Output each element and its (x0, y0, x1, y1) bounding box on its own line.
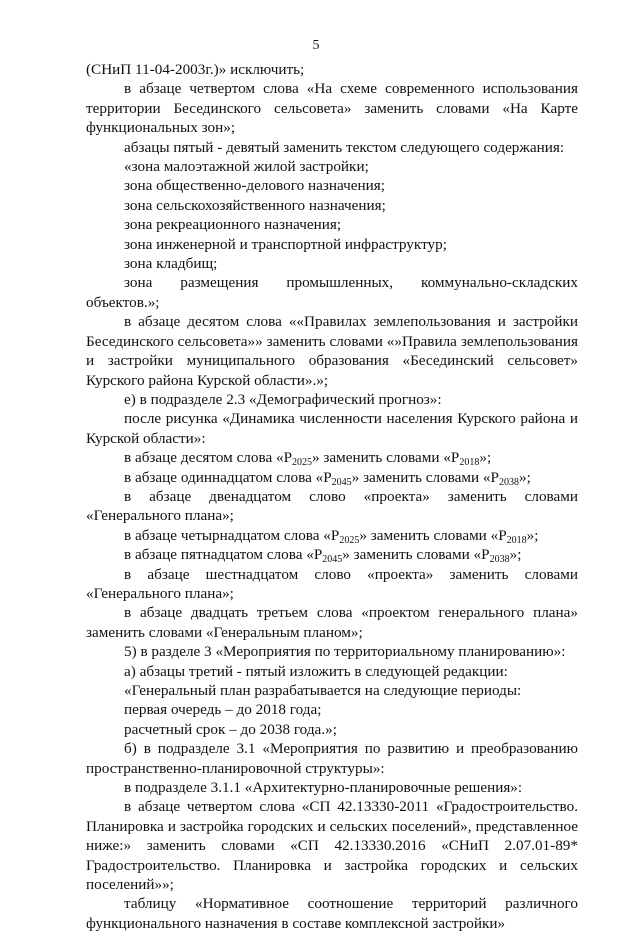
paragraph: в абзаце пятнадцатом слова «$P_{2045}$» заменить словами «$P_{2038}$»; (124, 546, 522, 566)
paragraph: в абзаце четырнадцатом слова «$P_{2025}$» заменить словами «$P_{2018}$»; (124, 526, 539, 546)
paragraph: в абзаце одиннадцатом слова «$P_{2045}$» заменить словами «$P_{2038}$»; (124, 468, 531, 488)
paragraph: зона размещения промышленных, коммунально-складских объектов.»; (86, 274, 578, 311)
paragraph: а) абзацы третий - пятый изложить в следующей редакции: (124, 662, 508, 680)
paragraph: (СНиП 11-04-2003г.)» исключить; (86, 61, 305, 78)
paragraph: в абзаце десятом слова ««Правилах землепользования и застройки Бесединского сельсовета»» заменить словами «»Правила землепользования и застройки муниципального образования «Бесединский сельсовет» Курского района Курской области».»; (86, 313, 578, 389)
paragraph: в абзаце четвертом слова «СП 42.13330-2011 «Градостроительство. Планировка и застройка городских и сельских поселений», представленное ниже:» заменить словами «СП 42.13330.2016 «СНиП 2.07.01-89* Градостроительство. Планировка и застройка городских и сельских поселений»»; (86, 798, 578, 894)
paragraph: зона общественно-делового назначения; (124, 177, 385, 195)
paragraph: «зона малоэтажной жилой застройки; (124, 158, 369, 176)
page-number: 5 (312, 38, 320, 53)
paragraph: б) в подразделе 3.1 «Мероприятия по развитию и преобразованию пространственно-планировочной структуры»: (86, 740, 578, 777)
paragraph: зона сельскохозяйственного назначения; (124, 196, 386, 214)
paragraph: зона кладбищ; (124, 255, 218, 273)
paragraph: в абзаце десятом слова «$P_{2025}$» заменить словами «$P_{2018}$»; (124, 449, 492, 469)
paragraph: е) в подразделе 2.3 «Демографический прогноз»: (124, 390, 442, 408)
paragraph: в абзаце двенадцатом слово «проекта» заменить словами «Генерального плана»; (86, 487, 578, 525)
paragraph: в абзаце двадцать третьем слова «проектом генерального плана» заменить словами «Генеральным планом»; (86, 604, 578, 641)
paragraph: абзацы пятый - девятый заменить текстом следующего содержания: (124, 138, 565, 156)
paragraph: в подразделе 3.1.1 «Архитектурно-планировочные решения»: (124, 779, 523, 797)
paragraph: зона инженерной и транспортной инфраструктур; (124, 235, 447, 253)
paragraph: зона рекреационного назначения; (124, 216, 342, 234)
paragraph: «Генеральный план разрабатывается на следующие периоды: (124, 682, 522, 699)
paragraph: после рисунка «Динамика численности населения Курского района и Курской области»: (86, 410, 578, 447)
paragraph: расчетный срок – до 2038 года.»; (124, 720, 337, 738)
document-body (86, 60, 578, 933)
paragraph: таблицу «Нормативное соотношение территорий различного функционального назначения в составе комплексной застройки» (86, 895, 578, 932)
paragraph: 5) в разделе 3 «Мероприятия по территориальному планированию»: (124, 643, 566, 661)
paragraph: в абзаце шестнадцатом слово «проекта» заменить словами «Генерального плана»; (86, 565, 578, 602)
paragraph: первая очередь – до 2018 года; (124, 701, 322, 719)
paragraph: в абзаце четвертом слова «На схеме современного использования территории Бесединского сельсовета» заменить словами «На Карте функциональных зон»; (86, 80, 578, 137)
